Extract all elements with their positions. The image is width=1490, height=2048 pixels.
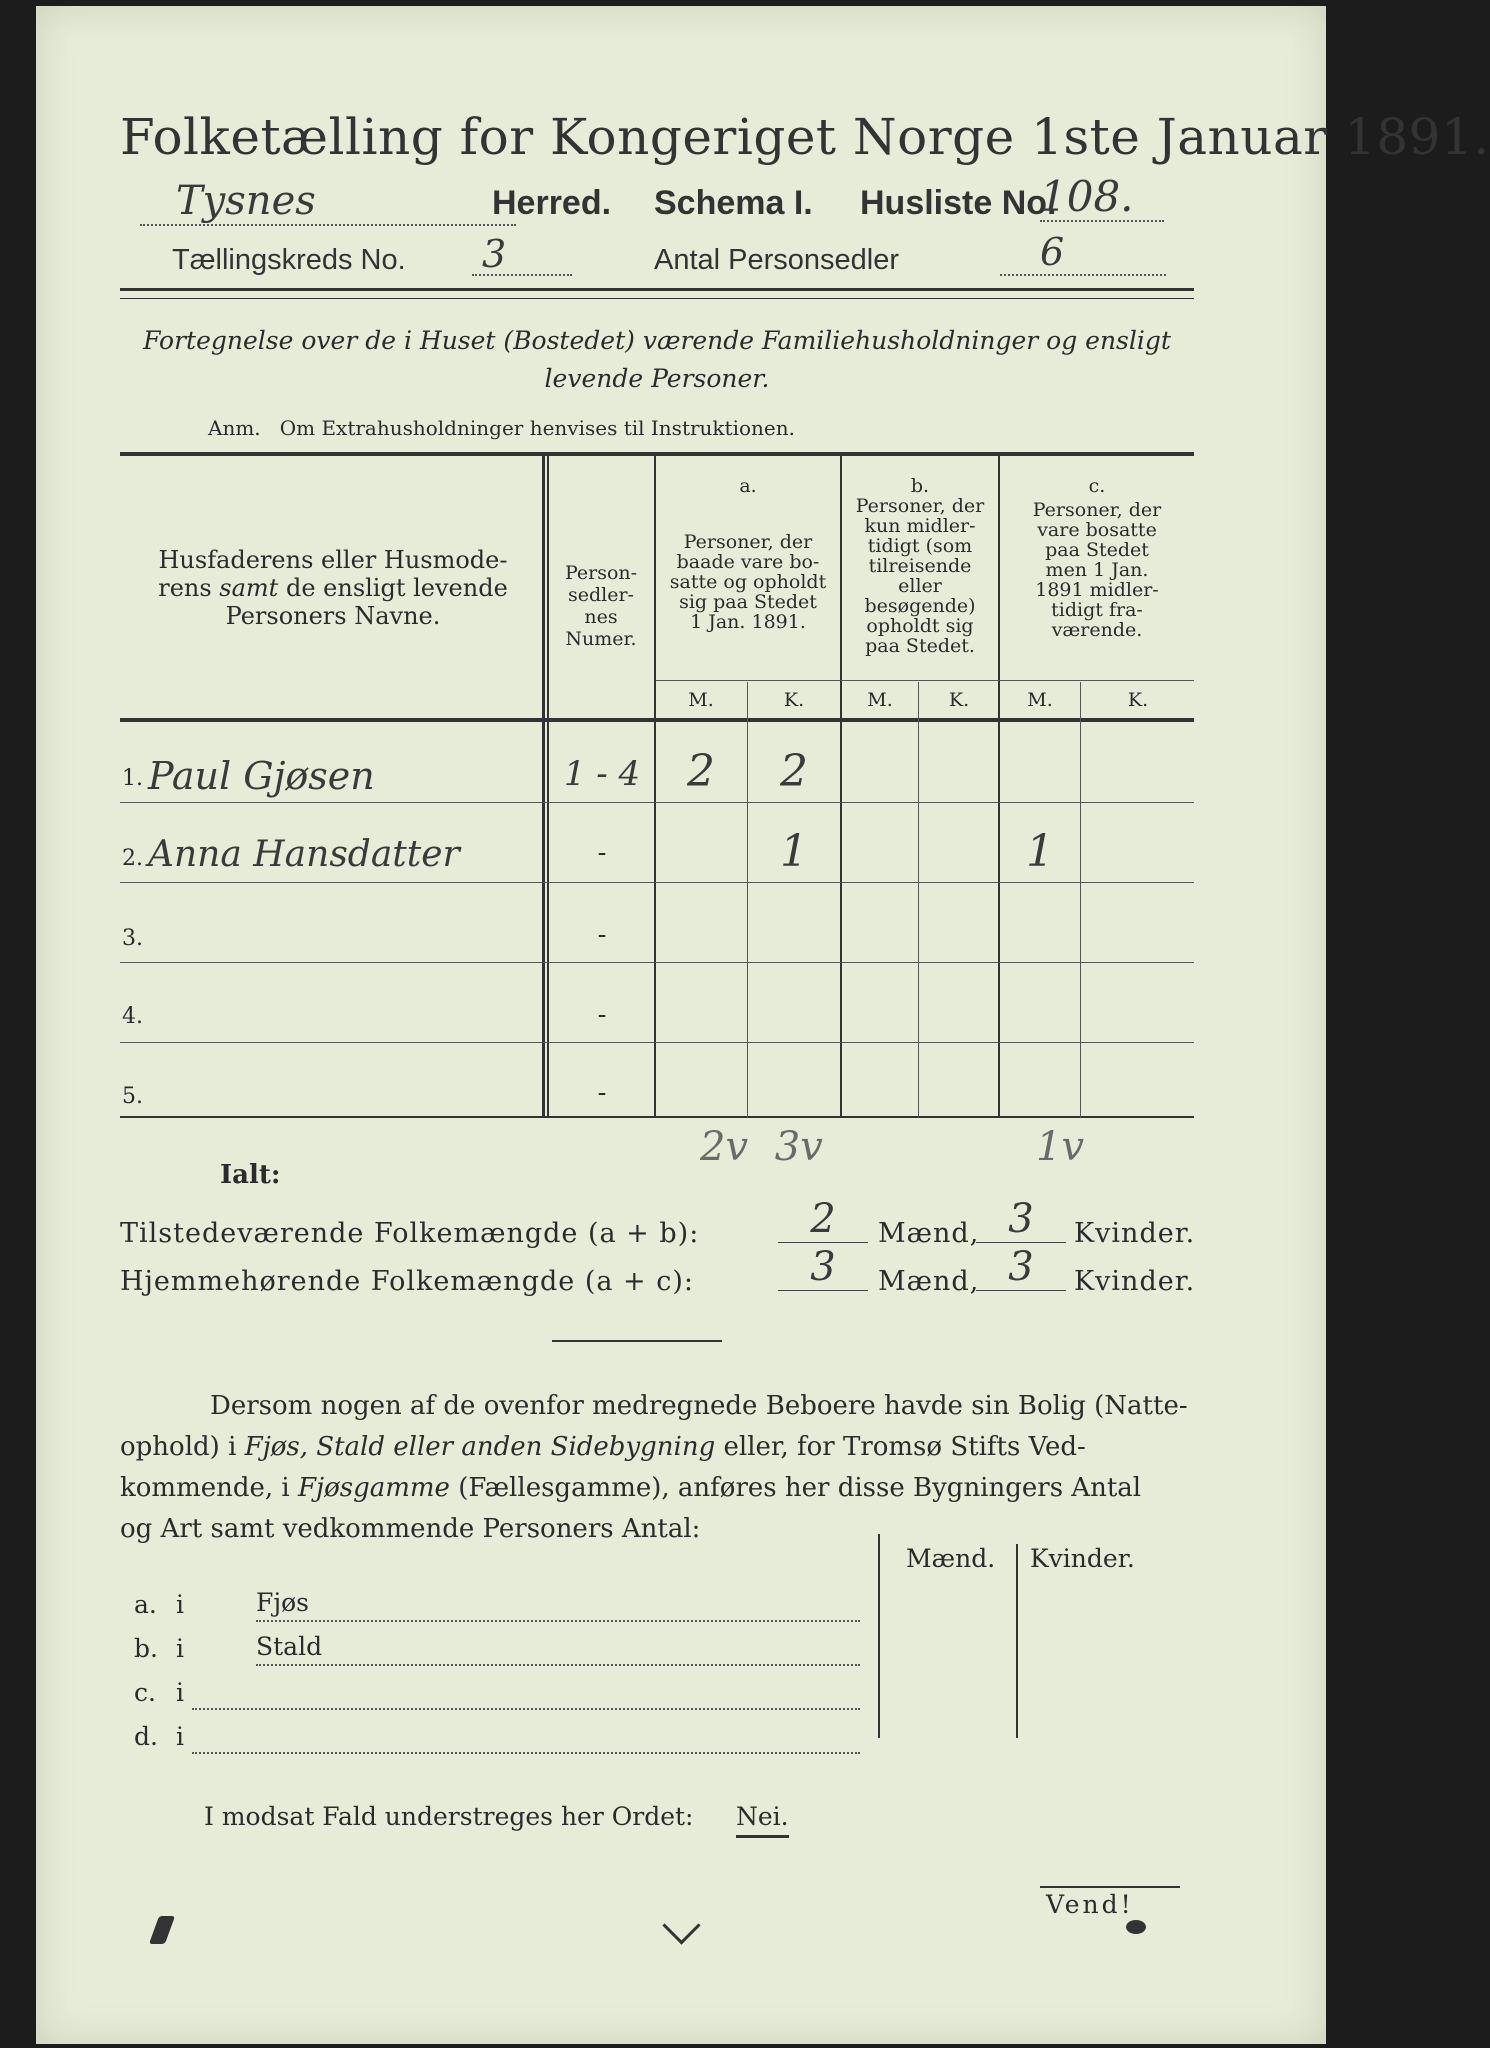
antal-label: Antal Personsedler xyxy=(654,244,900,276)
row-person-num: - xyxy=(597,1000,607,1030)
c-l4: men 1 Jan. xyxy=(1045,559,1149,581)
building-item-i: i xyxy=(176,1722,184,1751)
a-l1: Personer, der xyxy=(683,531,813,553)
ialt-pencil-note-c: 1v xyxy=(1036,1124,1085,1170)
col-b-letter: b. xyxy=(910,475,930,497)
col-header-a xyxy=(656,476,840,632)
building-item-letter: c. xyxy=(134,1678,156,1707)
c-l5: 1891 midler- xyxy=(1035,579,1159,601)
row-a-m: 2 xyxy=(687,746,715,797)
husliste-label: Husliste No. xyxy=(860,184,1057,222)
num-l3: nes xyxy=(584,606,618,628)
num-l1: Person- xyxy=(564,562,638,584)
a-l5: 1 Jan. 1891. xyxy=(690,611,806,633)
hjem-maend-label: Mænd, xyxy=(878,1266,980,1297)
kreds-value: 3 xyxy=(472,232,572,276)
intro-line-1: Fortegnelse over de i Huset (Bostedet) værende Familiehusholdninger og ensligt xyxy=(143,326,1171,355)
names-l2b: samt xyxy=(219,574,279,602)
pen-mark-right xyxy=(1126,1920,1146,1934)
c-l6: tidigt fra- xyxy=(1051,599,1143,621)
col-divider-bMK xyxy=(918,682,919,1118)
row-person-num: - xyxy=(597,1078,607,1108)
col-header-b xyxy=(842,476,998,656)
c-m-label: M. xyxy=(1027,689,1053,711)
antal-value: 6 xyxy=(1000,230,1166,276)
building-item-label xyxy=(192,1720,860,1754)
kreds-label: Tællingskreds No. xyxy=(172,244,406,276)
hjem-kvinder-value: 3 xyxy=(976,1244,1066,1291)
b-l3: tidigt (som xyxy=(867,535,973,557)
row-line-1 xyxy=(120,802,1194,803)
tilst-label: Tilstedeværende Folkemængde (a + b): xyxy=(120,1218,700,1249)
b-l5: eller xyxy=(898,575,942,597)
col-header-names-line-1: Husfaderens eller Husmode- xyxy=(158,546,508,574)
names-l2c: de ensligt levende xyxy=(278,574,508,602)
row-person-num: - xyxy=(597,920,607,950)
b-l4: tilreisende xyxy=(868,555,972,577)
herred-label: Herred. xyxy=(492,184,612,222)
para-line-3 xyxy=(120,1468,1194,1509)
building-item-letter: a. xyxy=(134,1590,157,1619)
para-l3b: Fjøsgamme xyxy=(298,1473,450,1503)
para-l2a: ophold) i xyxy=(120,1432,245,1462)
row-line-3 xyxy=(120,962,1194,963)
para-line-2 xyxy=(120,1427,1194,1468)
hjem-label: Hjemmehørende Folkemængde (a + c): xyxy=(120,1266,694,1297)
building-item-i: i xyxy=(176,1634,184,1663)
buildings-maend-header: Mænd. xyxy=(906,1544,996,1573)
row-name: Paul Gjøsen xyxy=(148,754,375,798)
row-line-2 xyxy=(120,882,1194,883)
row-person-num: - xyxy=(597,838,607,868)
row-a-k: 2 xyxy=(780,746,808,797)
buildings-paragraph xyxy=(120,1386,1194,1550)
husliste-value: 108. xyxy=(1040,172,1164,222)
anm-note: Anm. Om Extrahusholdninger henvises til Instruktionen. xyxy=(208,416,795,440)
row-a-k: 1 xyxy=(780,826,808,877)
table-top-rule xyxy=(120,452,1194,456)
nei-word: Nei. xyxy=(736,1802,789,1838)
modsat-text: I modsat Fald understreges her Ordet: xyxy=(204,1802,694,1831)
c-l2: vare bosatte xyxy=(1037,519,1157,541)
table-bottom-rule xyxy=(120,1116,1194,1118)
building-item-label: Stald xyxy=(256,1632,860,1666)
a-l3: satte og opholdt xyxy=(669,571,827,593)
mk-rule xyxy=(656,680,1194,681)
header-rule xyxy=(120,288,1194,291)
buildings-divider-2 xyxy=(1016,1544,1018,1738)
intro-line-2: levende Personer. xyxy=(544,364,770,393)
col-c-letter: c. xyxy=(1088,475,1106,497)
buildings-kvinder-header: Kvinder. xyxy=(1030,1544,1135,1573)
col-divider-cMK xyxy=(1080,682,1081,1118)
pen-mark-center xyxy=(662,1906,700,1944)
names-l2a: rens xyxy=(158,574,220,602)
b-l6: besøgende) xyxy=(864,595,976,617)
building-item-label: Fjøs xyxy=(256,1588,860,1622)
building-item-i: i xyxy=(176,1590,184,1619)
col-header-names xyxy=(128,546,538,630)
a-m-label: M. xyxy=(688,689,714,711)
a-k-label: K. xyxy=(783,689,805,711)
vend-text: Vend! xyxy=(1046,1890,1134,1919)
tilst-maend-value: 2 xyxy=(778,1196,868,1243)
row-number: 5. xyxy=(122,1084,143,1109)
hjem-kvinder-label: Kvinder. xyxy=(1074,1266,1196,1297)
b-m-label: M. xyxy=(867,689,893,711)
tilst-kvinder-label: Kvinder. xyxy=(1074,1218,1196,1249)
b-l1: Personer, der xyxy=(855,495,985,517)
building-item-letter: b. xyxy=(134,1634,158,1663)
col-divider-1 xyxy=(542,456,545,1118)
separator-short xyxy=(552,1340,722,1342)
a-l2: baade vare bo- xyxy=(676,551,820,573)
a-l4: sig paa Stedet xyxy=(679,591,817,613)
row-number: 1. xyxy=(122,766,143,791)
c-l3: paa Stedet xyxy=(1045,539,1149,561)
row-c-m: 1 xyxy=(1026,826,1054,877)
c-k-label: K. xyxy=(1127,689,1149,711)
col-a-letter: a. xyxy=(739,475,757,497)
para-l3a: kommende, i xyxy=(120,1473,298,1503)
form-title: Folketælling for Kongeriget Norge 1ste Januar 1891. xyxy=(120,108,1490,166)
row-name: Anna Hansdatter xyxy=(148,834,460,875)
row-line-4 xyxy=(120,1042,1194,1043)
hjem-maend-value: 3 xyxy=(778,1244,868,1291)
c-l1: Personer, der xyxy=(1032,499,1162,521)
b-l7: opholdt sig xyxy=(866,615,974,637)
header-rule-thin xyxy=(120,298,1194,299)
building-item-label xyxy=(192,1676,860,1710)
b-l2: kun midler- xyxy=(864,515,976,537)
b-l8: paa Stedet. xyxy=(865,635,975,657)
c-l7: værende. xyxy=(1051,619,1143,641)
para-l3c: (Fællesgamme), anføres her disse Bygningers Antal xyxy=(449,1473,1142,1503)
tilst-kvinder-value: 3 xyxy=(976,1196,1066,1243)
para-l2c: eller, for Tromsø Stifts Ved- xyxy=(715,1432,1086,1462)
para-l2b: Fjøs, Stald eller anden Sidebygning xyxy=(244,1432,716,1462)
ialt-pencil-note: 2v 3v xyxy=(700,1124,823,1170)
buildings-divider-1 xyxy=(878,1534,880,1738)
para-line-1: Dersom nogen af de ovenfor medregnede Beboere havde sin Bolig (Natte- xyxy=(210,1391,1188,1421)
b-k-label: K. xyxy=(948,689,970,711)
row-person-num: 1 - 4 xyxy=(563,754,641,794)
table-header-bottom xyxy=(120,718,1194,722)
num-l4: Numer. xyxy=(565,628,637,650)
pen-mark-left xyxy=(149,1916,175,1944)
col-header-num xyxy=(548,562,654,650)
para-line-4: og Art samt vedkommende Personers Antal: xyxy=(120,1514,701,1544)
row-number: 2. xyxy=(122,846,143,871)
col-divider-1b xyxy=(547,456,549,1118)
herred-value: Tysnes xyxy=(140,178,516,226)
ialt-label: Ialt: xyxy=(220,1160,281,1190)
row-number: 4. xyxy=(122,1004,143,1029)
building-item-letter: d. xyxy=(134,1722,158,1751)
col-header-c xyxy=(1000,476,1194,640)
col-header-names-line-2 xyxy=(128,574,538,602)
schema-label: Schema I. xyxy=(654,184,813,222)
census-form-sheet xyxy=(36,6,1490,2044)
tilst-maend-label: Mænd, xyxy=(878,1218,980,1249)
num-l2: sedler- xyxy=(568,584,634,606)
row-number: 3. xyxy=(122,926,143,951)
vend-rule xyxy=(1040,1886,1180,1888)
col-header-names-line-3: Personers Navne. xyxy=(225,602,441,630)
building-item-i: i xyxy=(176,1678,184,1707)
